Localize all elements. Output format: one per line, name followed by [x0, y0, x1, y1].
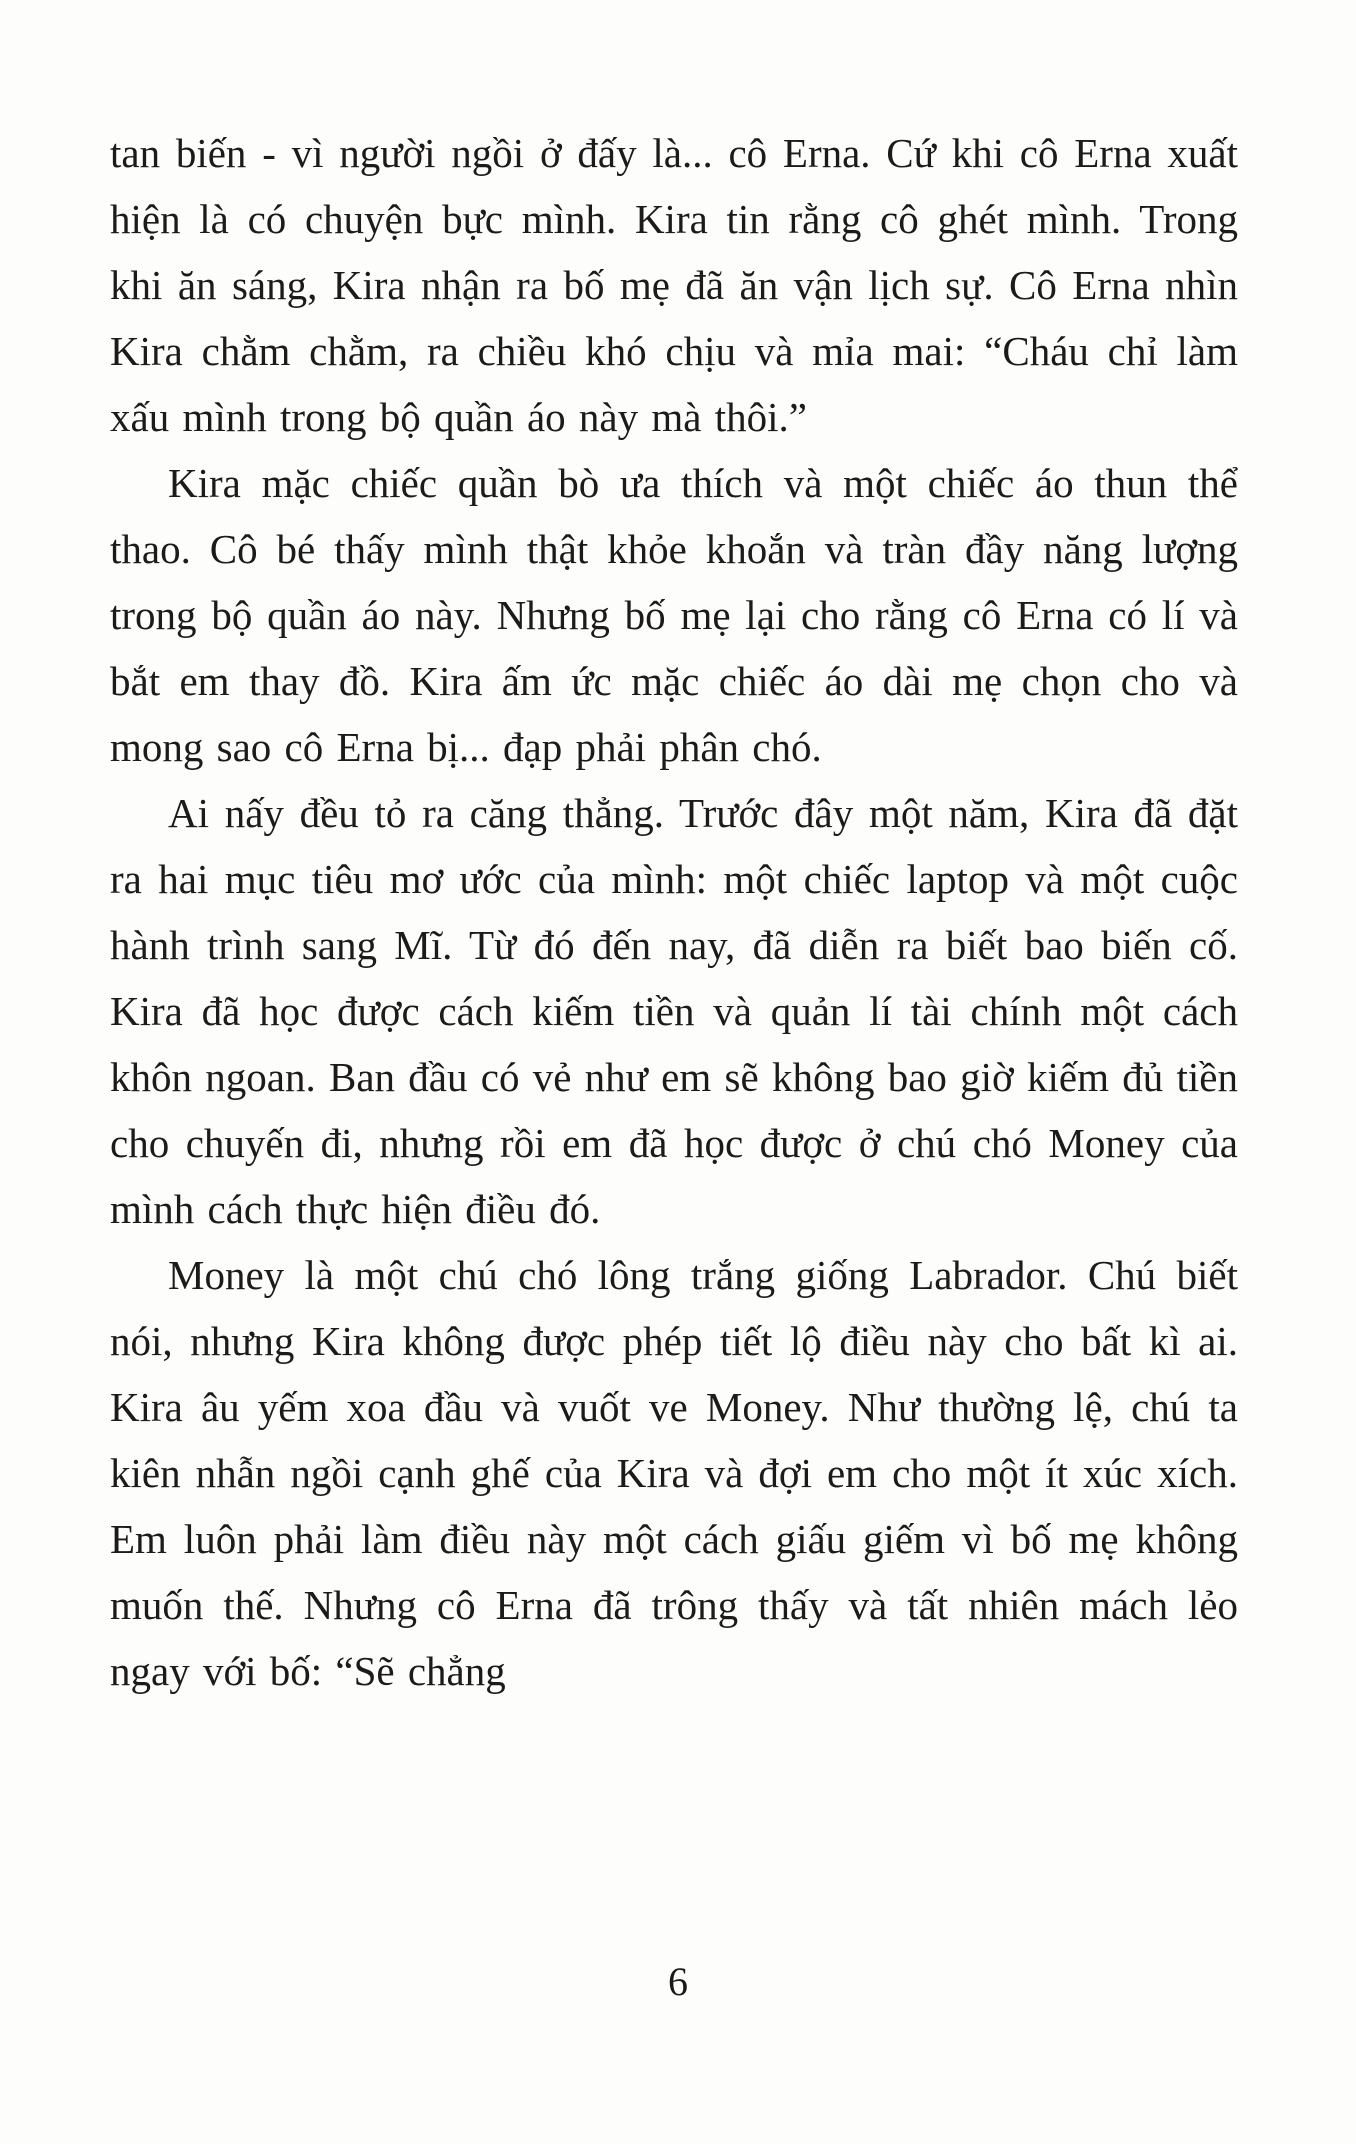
paragraph: tan biến - vì người ngồi ở đấy là... cô Erna. Cứ khi cô Erna xuất hiện là có chuyện bực mình. Kira tin rằng cô ghét mình. Trong khi ăn sáng, Kira nhận ra bố mẹ đã ăn vận lịch sự. Cô Erna nhìn Kira chằm chằm, ra chiều khó chịu và mỉa mai: “Cháu chỉ làm xấu mình trong bộ quần áo này mà thôi.” [110, 130, 1238, 440]
paragraph: Kira mặc chiếc quần bò ưa thích và một chiếc áo thun thể thao. Cô bé thấy mình thật khỏe khoắn và tràn đầy năng lượng trong bộ quần áo này. Nhưng bố mẹ lại cho rằng cô Erna có lí và bắt em thay đồ. Kira ấm ức mặc chiếc áo dài mẹ chọn cho và mong sao cô Erna bị... đạp phải phân chó. [110, 460, 1238, 770]
paragraph: Ai nấy đều tỏ ra căng thẳng. Trước đây một năm, Kira đã đặt ra hai mục tiêu mơ ước của mình: một chiếc laptop và một cuộc hành trình sang Mĩ. Từ đó đến nay, đã diễn ra biết bao biến cố. Kira đã học được cách kiếm tiền và quản lí tài chính một cách khôn ngoan. Ban đầu có vẻ như em sẽ không bao giờ kiếm đủ tiền cho chuyến đi, nhưng rồi em đã học được ở chú chó Money của mình cách thực hiện điều đó. [110, 790, 1238, 1232]
paragraph: Money là một chú chó lông trắng giống Labrador. Chú biết nói, nhưng Kira không được phép tiết lộ điều này cho bất kì ai. Kira âu yếm xoa đầu và vuốt ve Money. Như thường lệ, chú ta kiên nhẫn ngồi cạnh ghế của Kira và đợi em cho một ít xúc xích. Em luôn phải làm điều này một cách giấu giếm vì bố mẹ không muốn thế. Nhưng cô Erna đã trông thấy và tất nhiên mách lẻo ngay với bố: “Sẽ chẳng [110, 1252, 1238, 1694]
page-text-block [110, 120, 1238, 1704]
page-number: 6 [668, 1959, 688, 2004]
